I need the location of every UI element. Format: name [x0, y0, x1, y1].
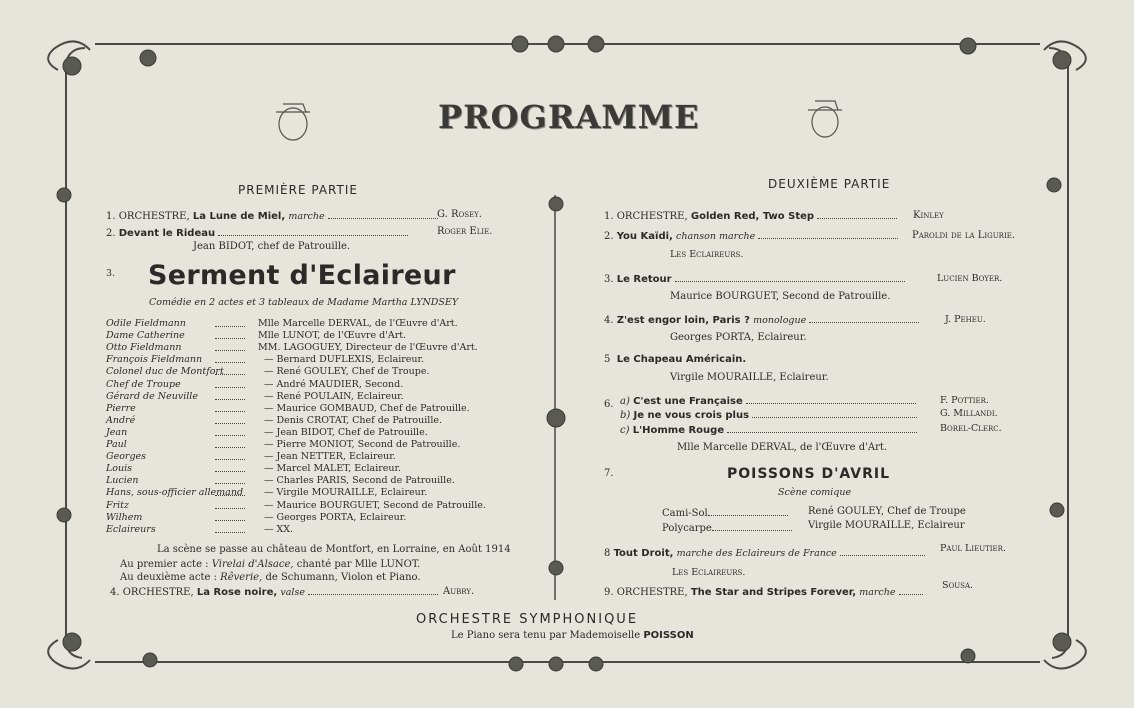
work-title: Golden Red, Two Step: [690, 211, 815, 222]
work-title: You Kaïdi,: [616, 231, 673, 242]
cast-leader: [215, 435, 245, 436]
cast-actor: — Maurice GOMBAUD, Chef de Patrouille.: [264, 402, 470, 414]
cast-leader: [215, 399, 245, 400]
part2-item3-author: Lucien Boyer.: [937, 273, 1003, 284]
work-title: C'est une Française: [633, 396, 743, 407]
cast-row: [106, 379, 181, 390]
work-title: Tout Droit,: [613, 548, 674, 559]
work-note: marche: [288, 211, 325, 222]
part2-item7-number: 7.: [604, 468, 614, 479]
part1-item4: [110, 587, 438, 598]
act2-note: Au deuxième acte : Rêverie, de Schumann, Violon et Piano.: [120, 572, 421, 583]
work-title: The Star and Stripes Forever,: [690, 587, 857, 598]
cast-actor: — Charles PARIS, Second de Patrouille.: [264, 475, 455, 487]
work-title: La Lune de Miel,: [192, 211, 286, 222]
cast-leader: [215, 447, 245, 448]
part2-item6c-author: Borel-Clerc.: [940, 423, 1002, 434]
poissons-cast-2-actor: Virgile MOURAILLE, Eclaireur: [808, 520, 965, 531]
act1-note: Au premier acte : Virelai d'Alsace, chanté par Mlle LUNOT.: [120, 559, 421, 570]
item-number: 1.: [106, 211, 116, 222]
part2-item6a: a) C'est une Française: [620, 396, 916, 407]
part2-item6c: c) L'Homme Rouge: [620, 425, 917, 436]
work-note: valse: [280, 587, 305, 598]
orchestra-footer: ORCHESTRE SYMPHONIQUE: [416, 612, 639, 627]
poissons-cast-2: Polycarpe: [662, 523, 792, 534]
cast-actor: — Marcel MALET, Eclaireur.: [264, 463, 402, 475]
part1-item2: [106, 228, 408, 239]
part1-item1: [106, 211, 438, 222]
work-title: Le Retour: [616, 274, 672, 285]
work-title: Devant le Rideau: [118, 228, 216, 239]
part2-item8: 8 Tout Droit, marche des Eclaireurs de France: [604, 548, 925, 559]
cast-role: André: [106, 414, 136, 426]
cast-actor: — René GOULEY, Chef de Troupe.: [264, 366, 430, 378]
cast-leader: [215, 495, 245, 496]
cast-actor: — Georges PORTA, Eclaireur.: [264, 511, 407, 523]
poissons-cast-1-actor: René GOULEY, Chef de Troupe: [808, 506, 966, 517]
part2-item8-author: Paul Lieutier.: [940, 543, 1006, 554]
cast-role: Paul: [106, 439, 127, 450]
cast-actor: — André MAUDIER, Second.: [264, 378, 404, 390]
cast-row: [106, 366, 224, 377]
cast-role: Hans, sous-officier allemand: [106, 487, 244, 499]
orchestra-label: ORCHESTRE,: [118, 211, 190, 222]
part2-item5-performer: Virgile MOURAILLE, Eclaireur.: [670, 372, 829, 383]
part2-item3: 3. Le Retour: [604, 274, 905, 285]
cast-actor: MM. LAGOGUEY, Directeur de l'Œuvre d'Art.: [258, 342, 478, 354]
cast-row: [106, 391, 198, 402]
cast-leader: [215, 350, 245, 351]
part2-item6-performer: Mlle Marcelle DERVAL, de l'Œuvre d'Art.: [677, 442, 888, 453]
play-title: Serment d'Eclaireur: [148, 260, 456, 291]
cast-row: [106, 318, 186, 329]
part2-item1: 1. ORCHESTRE, Golden Red, Two Step: [604, 211, 897, 222]
cast-role: Otto Fieldmann: [106, 342, 182, 354]
cast-role: Lucien: [106, 475, 139, 487]
cast-actor: — Denis CROTAT, Chef de Patrouille.: [264, 414, 443, 426]
cast-leader: [215, 362, 245, 363]
part2-item4-author: J. Peheu.: [945, 314, 986, 325]
part2-item6b: b) Je ne vous crois plus: [620, 410, 917, 421]
cast-role: Pierre: [106, 402, 136, 414]
part2-item5: 5 Le Chapeau Américain.: [604, 354, 747, 365]
orchestra-label: ORCHESTRE,: [122, 587, 194, 598]
play-subtitle: Comédie en 2 actes et 3 tableaux de Madame Martha LYNDSEY: [149, 297, 459, 308]
work-title: L'Homme Rouge: [632, 425, 725, 436]
programme-title: PROGRAMME: [438, 98, 700, 136]
part2-item2-performer: Les Eclaireurs.: [670, 249, 744, 260]
cast-row: [106, 342, 181, 353]
piano-footer: Le Piano sera tenu par Mademoiselle POISSON: [451, 630, 694, 641]
cast-role: Wilhem: [106, 511, 143, 523]
part1-item1-author: G. Rosey.: [437, 209, 482, 220]
cast-leader: [215, 471, 245, 472]
cast-leader: [215, 338, 245, 339]
part2-item6b-author: G. Millandi.: [940, 408, 998, 419]
cast-leader: [215, 326, 245, 327]
cast-row: [106, 463, 132, 474]
part2-item3-performer: Maurice BOURGUET, Second de Patrouille.: [670, 291, 891, 302]
cast-actor: Mlle LUNOT, de l'Œuvre d'Art.: [258, 330, 407, 342]
cast-actor: — Bernard DUFLEXIS, Eclaireur.: [264, 354, 425, 366]
cast-role: Georges: [106, 451, 147, 463]
cast-leader: [215, 387, 245, 388]
cast-role: Colonel duc de Montfort: [106, 366, 224, 378]
cast-leader: [215, 520, 245, 521]
cast-actor: — Pierre MONIOT, Second de Patrouille.: [264, 439, 461, 450]
cast-actor: — Maurice BOURGUET, Second de Patrouille.: [264, 499, 486, 511]
work-title: Je ne vous crois plus: [633, 410, 750, 421]
cast-leader: [215, 459, 245, 460]
part2-item9: 9. ORCHESTRE, The Star and Stripes Forever, marche: [604, 587, 923, 598]
cast-leader: [215, 483, 245, 484]
work-title: La Rose noire,: [196, 587, 278, 598]
part2-item6-number: 6.: [604, 399, 614, 410]
cast-row: [106, 403, 136, 414]
cast-row: [106, 427, 127, 438]
cast-leader: [215, 532, 245, 533]
part2-heading: DEUXIÈME PARTIE: [768, 177, 891, 191]
cast-role: Louis: [106, 463, 133, 475]
poissons-cast-1: Cami-Sol: [662, 508, 788, 519]
cast-role: Fritz: [106, 499, 129, 511]
part1-item4-author: Aubry.: [443, 586, 475, 597]
cast-actor: — Jean BIDOT, Chef de Patrouille.: [264, 426, 428, 438]
item-number: 2.: [106, 228, 116, 239]
part1-item3-number: 3.: [106, 268, 116, 279]
cast-row: [106, 330, 185, 341]
cast-row: [106, 500, 129, 511]
cast-role: Odile Fieldmann: [106, 318, 186, 329]
cast-actor: — Virgile MOURAILLE, Eclaireur.: [264, 487, 428, 499]
cast-leader: [215, 423, 245, 424]
cast-actor: Mlle Marcelle DERVAL, de l'Œuvre d'Art.: [258, 318, 458, 329]
scene-note: La scène se passe au château de Montfort, en Lorraine, en Août 1914: [157, 544, 511, 555]
cast-leader: [215, 374, 245, 375]
poissons-title: POISSONS D'AVRIL: [727, 466, 891, 482]
cast-actor: — Jean NETTER, Eclaireur.: [264, 451, 396, 463]
part1-heading: PREMIÈRE PARTIE: [238, 183, 358, 197]
part2-item2: 2. You Kaïdi, chanson marche: [604, 231, 898, 242]
item-number: 4.: [110, 587, 120, 598]
cast-row: [106, 524, 156, 535]
cast-row: [106, 451, 146, 462]
part2-item8-performer: Les Eclaireurs.: [672, 567, 746, 578]
cast-role: Jean: [106, 426, 128, 438]
cast-leader: [215, 411, 245, 412]
part1-item2-author: Roger Elie.: [437, 226, 493, 237]
cast-actor: — XX.: [264, 523, 294, 535]
cast-row: [106, 439, 127, 450]
work-title: Le Chapeau Américain.: [616, 354, 747, 365]
part2-item1-author: Kinley: [913, 210, 944, 221]
border-right-line: [1049, 48, 1068, 658]
part2-item4: 4. Z'est engor loin, Paris ? monologue: [604, 315, 919, 326]
part2-item2-author: Paroldi de la Ligurie.: [912, 230, 1016, 241]
cast-role: Gérard de Neuville: [106, 390, 198, 402]
part1-item2-performer: Jean BIDOT, chef de Patrouille.: [193, 241, 351, 252]
poissons-subtitle: Scène comique: [778, 487, 852, 498]
cast-role: Eclaireurs: [106, 523, 156, 535]
cast-row: [106, 415, 135, 426]
cast-row: [106, 475, 139, 486]
cast-role: Dame Catherine: [106, 330, 185, 342]
cast-row: [106, 354, 202, 365]
part2-item9-author: Sousa.: [942, 580, 974, 591]
cast-leader: [215, 508, 245, 509]
cast-role: Chef de Troupe: [106, 378, 181, 390]
part2-item6a-author: F. Pottier.: [940, 395, 989, 406]
part2-item4-performer: Georges PORTA, Eclaireur.: [670, 332, 807, 343]
cast-row: [106, 487, 243, 498]
cast-role: François Fieldmann: [106, 354, 203, 366]
work-title: Z'est engor loin, Paris ?: [616, 315, 750, 326]
cast-actor: — René POULAIN, Eclaireur.: [264, 390, 404, 402]
cast-row: [106, 512, 142, 523]
border-left-line: [66, 48, 85, 658]
